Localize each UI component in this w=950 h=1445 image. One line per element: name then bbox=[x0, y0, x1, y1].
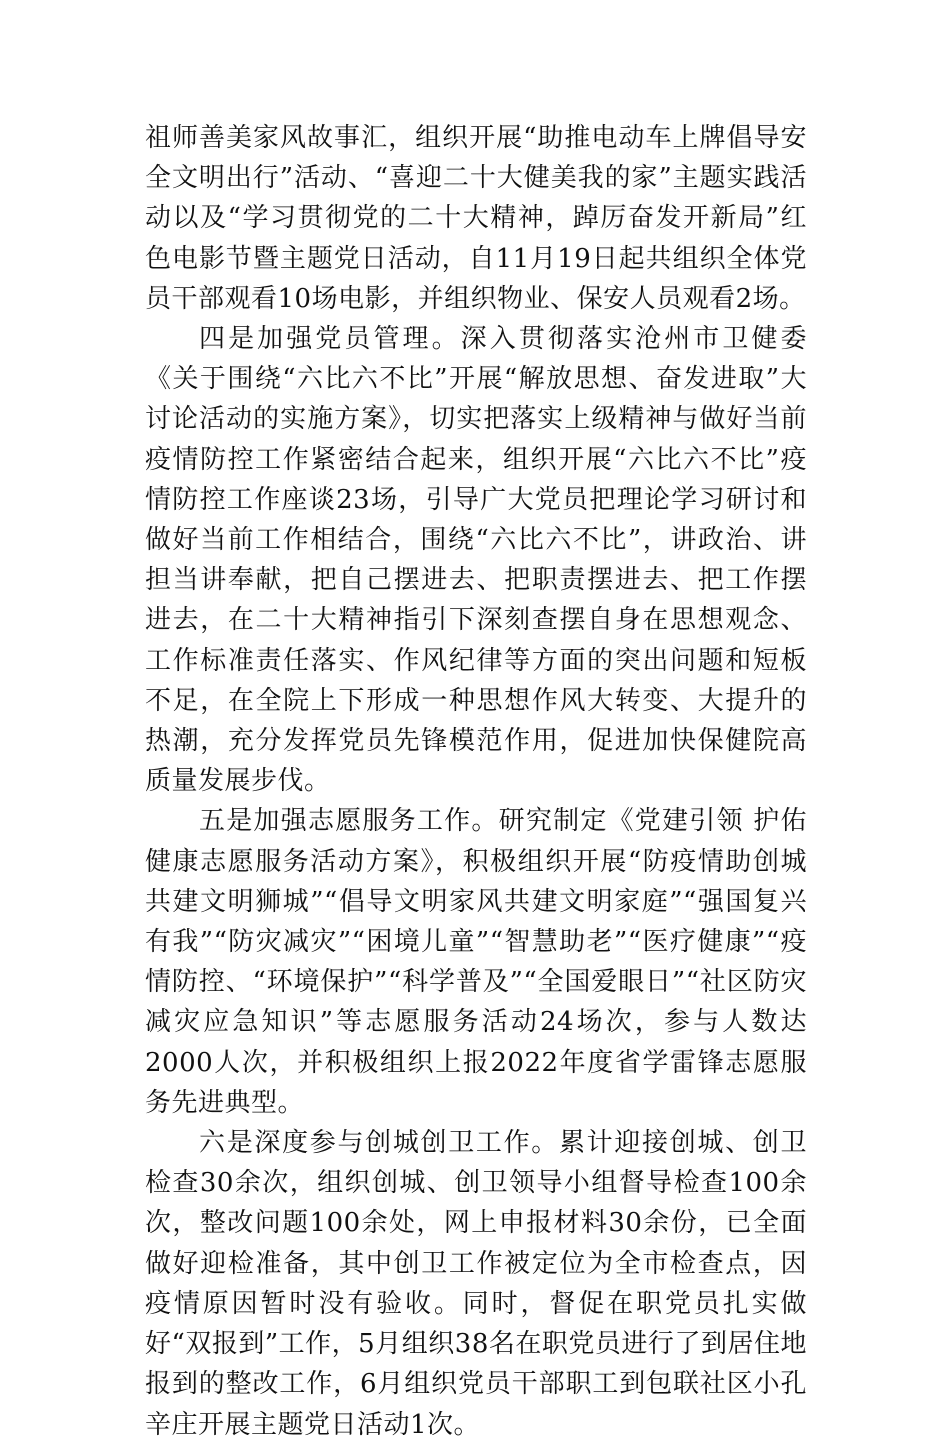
paragraph-continuation: 祖师善美家风故事汇，组织开展“助推电动车上牌倡导安全文明出行”活动、“喜迎二十大健美我的家”主题实践活动以及“学习贯彻党的二十大精神，踔厉奋发开新局”红色电影节暨主题党日活动，自11月19日起共组织全体党员干部观看10场电影，并组织物业、保安人员观看2场。 bbox=[145, 123, 807, 314]
document-body bbox=[145, 118, 807, 1445]
paragraph-section-four: 四是加强党员管理。深入贯彻落实沧州市卫健委《关于围绕“六比六不比”开展“解放思想、奋发进取”大讨论活动的实施方案》，切实把落实上级精神与做好当前疫情防控工作紧密结合起来，组织开展“六比六不比”疫情防控工作座谈23场，引导广大党员把理论学习研讨和做好当前工作相结合，围绕“六比六不比”，讲政治、讲担当讲奉献，把自己摆进去、把职责摆进去、把工作摆进去，在二十大精神指引下深刻查摆自身在思想观念、工作标准责任落实、作风纪律等方面的突出问题和短板不足，在全院上下形成一种思想作风大转变、大提升的热潮，充分发挥党员先锋模范作用，促进加快保健院高质量发展步伐。 bbox=[145, 324, 807, 797]
paragraph-section-five: 五是加强志愿服务工作。研究制定《党建引领 护佑健康志愿服务活动方案》，积极组织开展“防疫情助创城共建文明狮城”“倡导文明家风共建文明家庭”“强国复兴有我”“防灾减灾”“困境儿童”“智慧助老”“医疗健康”“疫情防控、“环境保护”“科学普及”“全国爱眼日”“社区防灾减灾应急知识”等志愿服务活动24场次，参与人数达2000人次，并积极组织上报2022年度省学雷锋志愿服务先进典型。 bbox=[145, 806, 807, 1118]
paragraph-section-six: 六是深度参与创城创卫工作。累计迎接创城、创卫检查30余次，组织创城、创卫领导小组督导检查100余次，整改问题100余处，网上申报材料30余份，已全面做好迎检准备，其中创卫工作被定位为全市检查点，因疫情原因暂时没有验收。同时，督促在职党员扎实做好“双报到”工作，5月组织38名在职党员进行了到居住地报到的整改工作，6月组织党员干部职工到包联社区小孔辛庄开展主题党日活动1次。 bbox=[145, 1128, 807, 1440]
